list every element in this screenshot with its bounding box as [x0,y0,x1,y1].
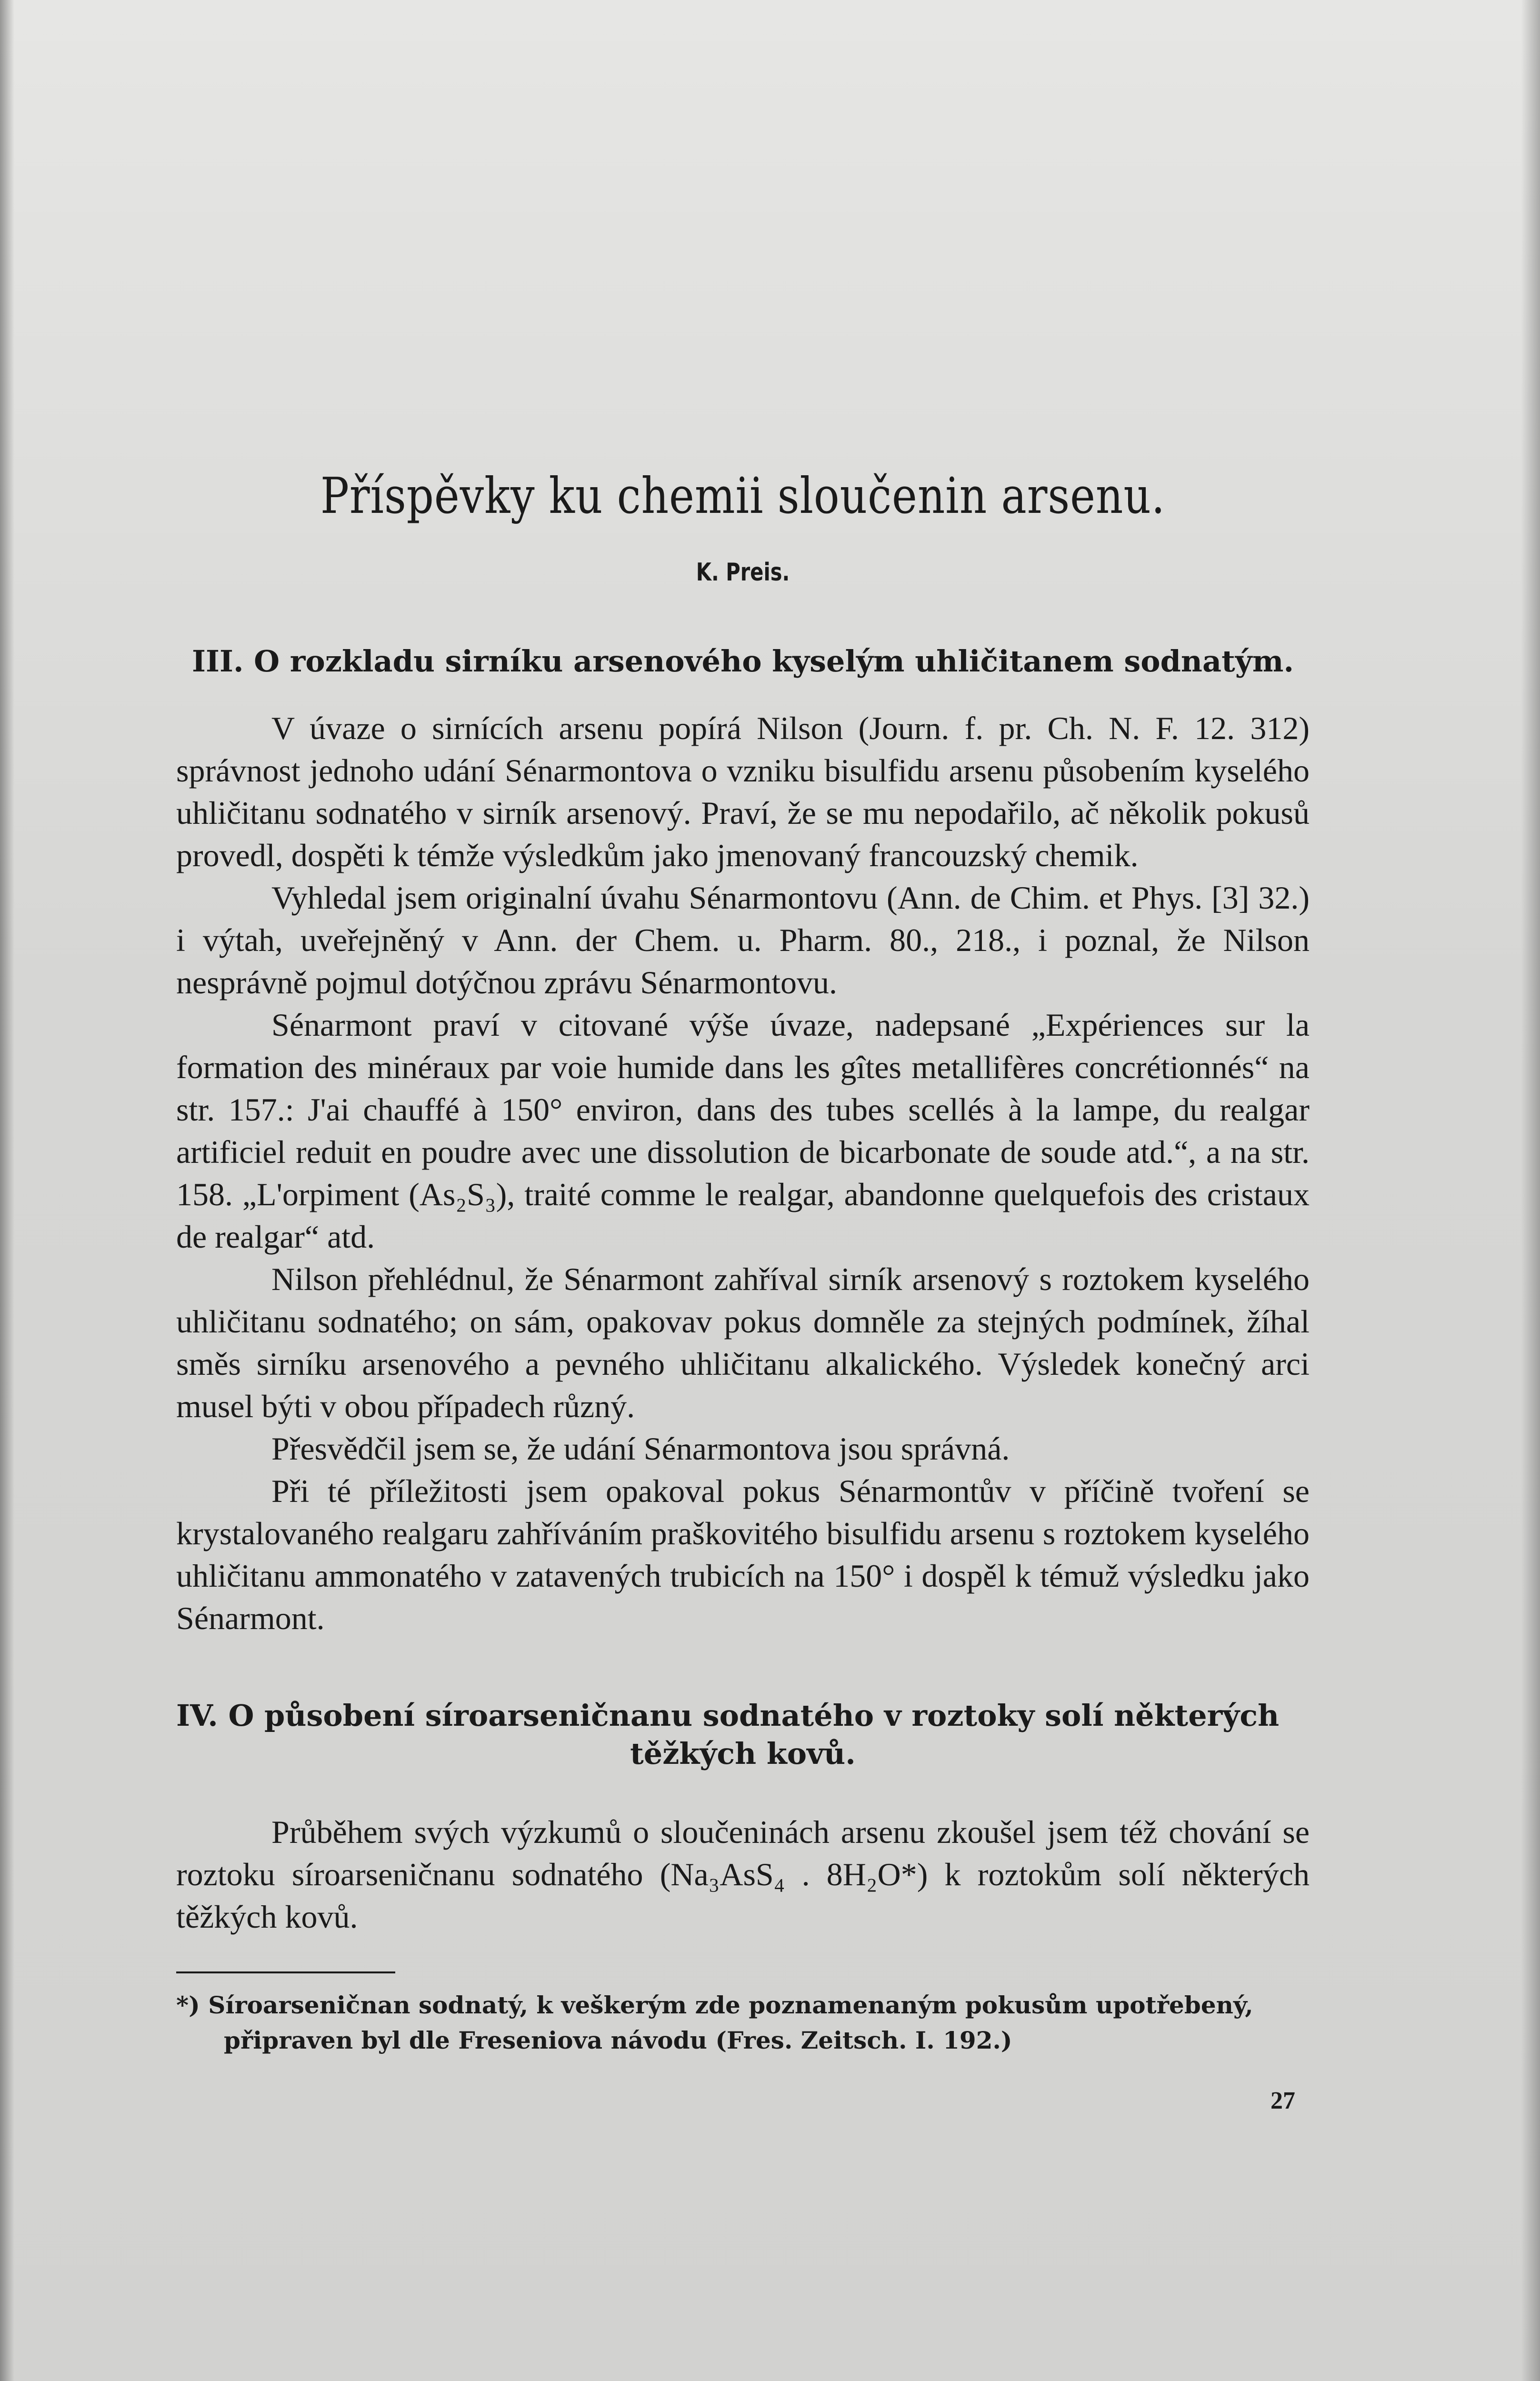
paragraph: Vyhledal jsem originalní úvahu Sénarmontovu (Ann. de Chim. et Phys. [3] 32.) i výtah, uveřejněný v Ann. der Chem. u. Pharm. 80., 218., i poznal, že Nilson nesprávně pojmul dotýčnou zprávu Sénarmontovu. [176,880,1310,1000]
article-title: Příspěvky ku chemii sloučenin arsenu. [320,467,1166,525]
scan-edge-left [0,0,14,2381]
footnote: *) Síroarseničnan sodnatý, k veškerým zde poznamenaným pokusům upotřebený, připraven byl dle Freseniova návodu (Fres. Zeitsch. I. 192.) [176,1991,1253,2054]
footnote-divider [176,1971,395,1973]
section-iii-heading: III. O rozkladu sirníku arsenového kyselým uhličitanem sodnatým. [191,644,1294,679]
paragraph: Nilson přehlédnul, že Sénarmont zahříval sirník arsenový s roztokem kyselého uhličitanu sodnatého; on sám, opakovav pokus domněle za stejných podmínek, žíhal směs sirníku arsenového a pevného uhličitanu alkalického. Výsledek konečný arci musel býti v obou případech různý. [176,1261,1310,1424]
section-iii-body [176,707,1310,1640]
section-iv-heading-line2: těžkých kovů. [630,1736,856,1771]
paragraph: Při té příležitosti jsem opakoval pokus Sénarmontův v příčině tvoření se krystalovaného realgaru zahříváním praškovitého bisulfidu arsenu s roztokem kyselého uhličitanu ammonatého v zatavených trubicích na 150° i dospěl k témuž výsledku jako Sénarmont. [176,1473,1310,1636]
section-iv-heading [176,1697,1310,1773]
author-name: K. Preis. [696,558,790,587]
paragraph: Průběhem svých výzkumů o sloučeninách arsenu zkoušel jsem též chování se roztoku síroarseničnanu sodnatého (Na₃AsS₄ . 8H₂O*) k roztokům solí některých těžkých kovů. [176,1814,1310,1935]
page-content [176,467,1310,2115]
section-iv-heading-line1: IV. O působení síroarseničnanu sodnatého v roztoky solí některých [176,1698,1280,1733]
section-iv-body [176,1811,1310,1938]
paragraph: V úvaze o sirnících arsenu popírá Nilson (Journ. f. pr. Ch. N. F. 12. 312) správnost jednoho udání Sénarmontova o vzniku bisulfidu arsenu působením kyselého uhličitanu sodnatého v sirník arsenový. Praví, že se mu nepodařilo, ač několik pokusů provedl, dospěti k témže výsledkům jako jmenovaný francouzský chemik. [176,710,1310,873]
paragraph: Přesvědčil jsem se, že udání Sénarmontova jsou správná. [271,1431,1010,1467]
page-number: 27 [1270,2087,1295,2114]
scan-edge-right [1521,0,1540,2381]
paragraph: Sénarmont praví v citované výše úvaze, nadepsané „Expériences sur la formation des minéraux par voie humide dans les gîtes metallifères concrétionnés“ na str. 157.: J'ai chauffé à 150° environ, dans des tubes scellés à la lampe, du realgar artificiel reduit en poudre avec une dissolution de bicarbonate de soude atd.“, a na str. 158. „L'orpiment (As₂S₃), traité comme le realgar, abandonne quelquefois des cristaux de realgar“ atd. [176,1007,1310,1255]
